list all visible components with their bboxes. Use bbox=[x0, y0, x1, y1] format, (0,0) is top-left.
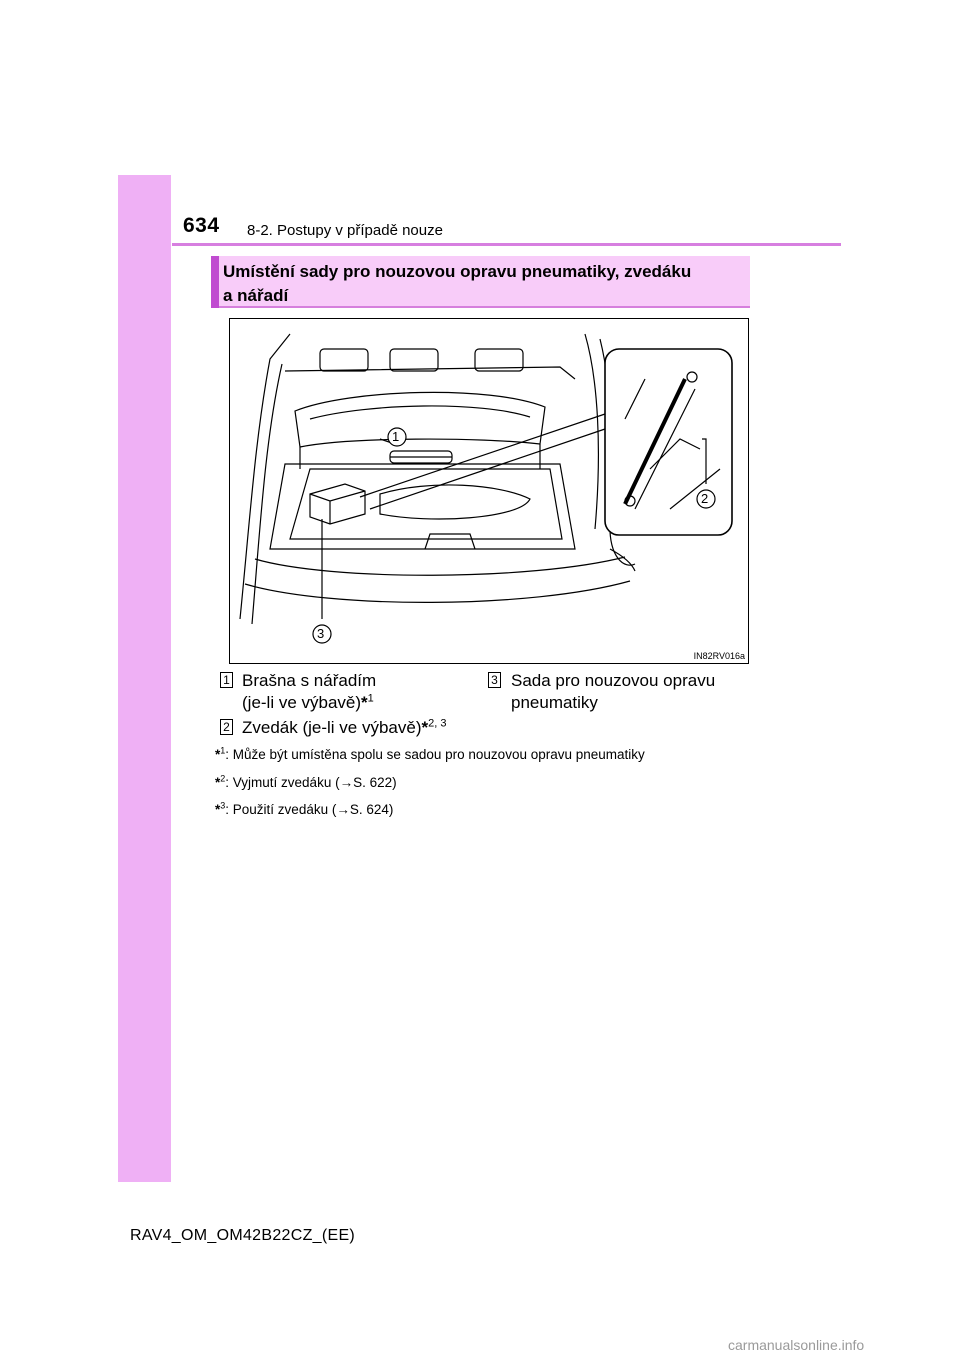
item-1-footnote-mark: * bbox=[361, 693, 368, 712]
footnote-3-text: : Použití zvedáku ( bbox=[225, 802, 337, 817]
item-number-2: 2 bbox=[220, 719, 233, 735]
callout-2: 2 bbox=[701, 491, 709, 506]
footnote-1-mark: * bbox=[215, 747, 221, 762]
callout-1: 1 bbox=[392, 429, 400, 444]
figure-code: IN82RV016a bbox=[693, 651, 745, 661]
footnote-1-text: : Může být umístěna spolu se sadou pro nouzovou opravu pneumatiky bbox=[225, 747, 645, 762]
item-3-text bbox=[511, 670, 751, 714]
footnote-3-arrow: → bbox=[336, 802, 350, 817]
trunk-drawing bbox=[230, 319, 750, 665]
item-2-footnote-ref: 2, 3 bbox=[428, 717, 447, 730]
item-2-footnote-mark: * bbox=[421, 718, 429, 737]
footnote-2-num: 2 bbox=[220, 773, 226, 784]
topic-title-line1: Umístění sady pro nouzovou opravu pneumatiky, zvedáku bbox=[223, 262, 692, 281]
footnote-3-mark: * bbox=[215, 802, 221, 817]
watermark: carmanualsonline.info bbox=[728, 1337, 865, 1353]
chapter-side-tab bbox=[118, 175, 171, 1182]
section-title: 8-2. Postupy v případě nouze bbox=[247, 222, 443, 239]
footnote-3-ref: S. 624) bbox=[349, 802, 394, 817]
item-1-text bbox=[242, 670, 472, 714]
footnote-1 bbox=[215, 747, 645, 762]
footnote-2-arrow: → bbox=[339, 775, 354, 790]
topic-title bbox=[223, 260, 743, 308]
title-accent-bar bbox=[211, 256, 219, 308]
header-rule bbox=[172, 243, 841, 246]
item-number-3: 3 bbox=[488, 672, 501, 688]
item-1-line2: (je-li ve výbavě) bbox=[242, 693, 362, 712]
footnote-2-mark: * bbox=[215, 775, 221, 790]
item-1-footnote-ref: 1 bbox=[367, 692, 374, 705]
page-number: 634 bbox=[183, 214, 220, 237]
footnote-2 bbox=[215, 775, 397, 790]
footnote-1-num: 1 bbox=[220, 745, 226, 756]
footnote-2-text: : Vyjmutí zvedáku ( bbox=[225, 775, 340, 790]
document-code: RAV4_OM_OM42B22CZ_(EE) bbox=[130, 1227, 356, 1244]
item-number-1: 1 bbox=[220, 672, 233, 688]
footnote-3 bbox=[215, 802, 393, 817]
luggage-compartment-illustration bbox=[229, 318, 749, 664]
topic-title-line2: a nářadí bbox=[223, 286, 289, 305]
item-1-line1: Brašna s nářadím bbox=[242, 671, 377, 690]
footnote-3-num: 3 bbox=[220, 800, 226, 811]
topic-title-box bbox=[211, 256, 750, 308]
item-3-line1: Sada pro nouzovou opravu bbox=[511, 671, 716, 690]
item-3-line2: pneumatiky bbox=[511, 693, 598, 712]
item-2-line1: Zvedák (je-li ve výbavě) bbox=[242, 718, 422, 737]
footnote-2-ref: S. 622) bbox=[353, 775, 397, 790]
item-2-text bbox=[242, 717, 542, 739]
callout-3: 3 bbox=[317, 626, 325, 641]
